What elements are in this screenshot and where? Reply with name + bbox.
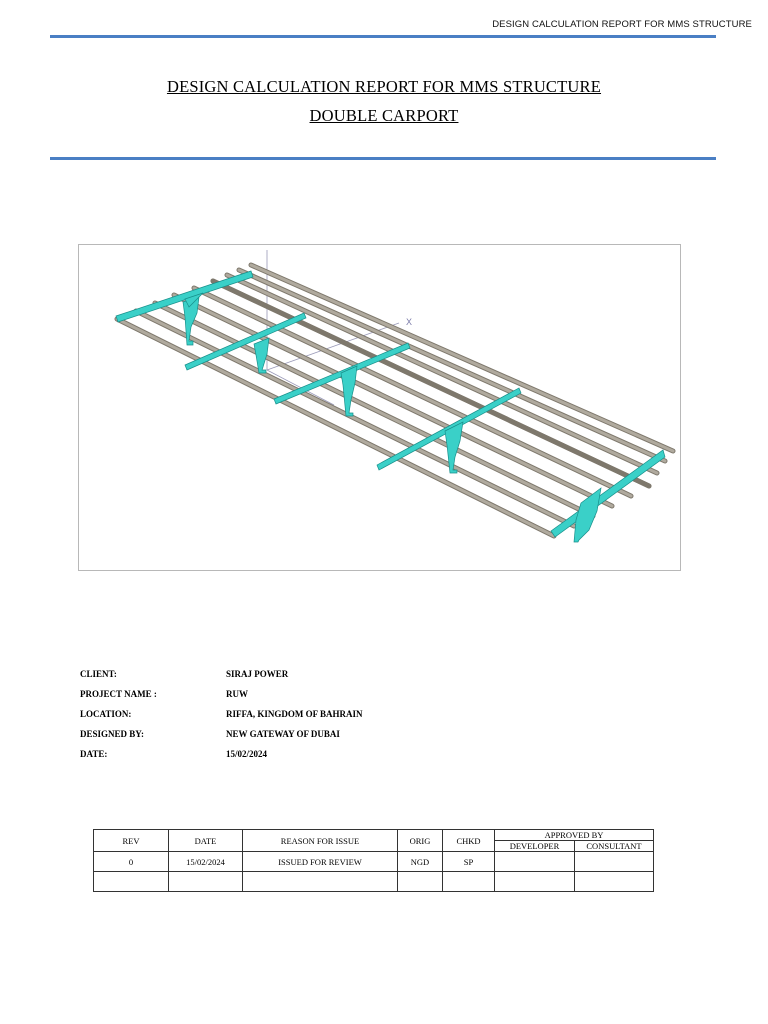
project-name-value: RUW bbox=[226, 689, 248, 699]
date-cell: 15/02/2024 bbox=[169, 852, 243, 872]
location-label: LOCATION: bbox=[80, 709, 132, 719]
reason-cell: ISSUED FOR REVIEW bbox=[243, 852, 398, 872]
top-rule bbox=[50, 35, 716, 38]
location-row bbox=[80, 709, 480, 721]
date-row bbox=[80, 749, 480, 761]
rev-header: REV bbox=[94, 830, 169, 852]
carport-3d-model bbox=[79, 245, 680, 570]
orig-cell: NGD bbox=[398, 852, 443, 872]
developer-cell bbox=[495, 852, 575, 872]
location-value: RIFFA, KINGDOM OF BAHRAIN bbox=[226, 709, 363, 719]
report-title: DESIGN CALCULATION REPORT FOR MMS STRUCTURE bbox=[166, 77, 602, 96]
report-subtitle: DOUBLE CARPORT bbox=[309, 106, 459, 125]
axis-lines bbox=[267, 250, 399, 405]
orig-header: ORIG bbox=[398, 830, 443, 852]
axis-x-label: X bbox=[406, 317, 413, 327]
rev-cell bbox=[94, 872, 169, 892]
project-name-row bbox=[80, 689, 480, 701]
chkd-header: CHKD bbox=[443, 830, 495, 852]
structure-figure bbox=[78, 244, 681, 571]
date-cell bbox=[169, 872, 243, 892]
designed-by-row bbox=[80, 729, 480, 741]
designed-by-label: DESIGNED BY: bbox=[80, 729, 144, 739]
revision-row bbox=[94, 852, 654, 872]
reason-header: REASON FOR ISSUE bbox=[243, 830, 398, 852]
client-row bbox=[80, 669, 480, 681]
date-value: 15/02/2024 bbox=[226, 749, 268, 759]
client-value: SIRAJ POWER bbox=[226, 669, 289, 679]
consultant-cell bbox=[575, 872, 654, 892]
date-header: DATE bbox=[169, 830, 243, 852]
consultant-header: CONSULTANT bbox=[575, 841, 654, 852]
reason-cell bbox=[243, 872, 398, 892]
revision-header-row-1 bbox=[94, 830, 654, 841]
chkd-cell: SP bbox=[443, 852, 495, 872]
approved-by-header: APPROVED BY bbox=[495, 830, 654, 841]
date-label: DATE: bbox=[80, 749, 108, 759]
orig-cell bbox=[398, 872, 443, 892]
client-label: CLIENT: bbox=[80, 669, 117, 679]
chkd-cell bbox=[443, 872, 495, 892]
purlins bbox=[117, 265, 673, 536]
revision-row bbox=[94, 872, 654, 892]
developer-header: DEVELOPER bbox=[495, 841, 575, 852]
designed-by-value: NEW GATEWAY OF DUBAI bbox=[226, 729, 340, 739]
running-header: DESIGN CALCULATION REPORT FOR MMS STRUCTURE bbox=[492, 19, 752, 30]
developer-cell bbox=[495, 872, 575, 892]
rafters-and-columns bbox=[116, 271, 665, 542]
consultant-cell bbox=[575, 852, 654, 872]
project-name-label: PROJECT NAME : bbox=[80, 689, 157, 699]
title-rule bbox=[50, 157, 716, 160]
rev-cell: 0 bbox=[94, 852, 169, 872]
revision-table bbox=[93, 829, 654, 892]
